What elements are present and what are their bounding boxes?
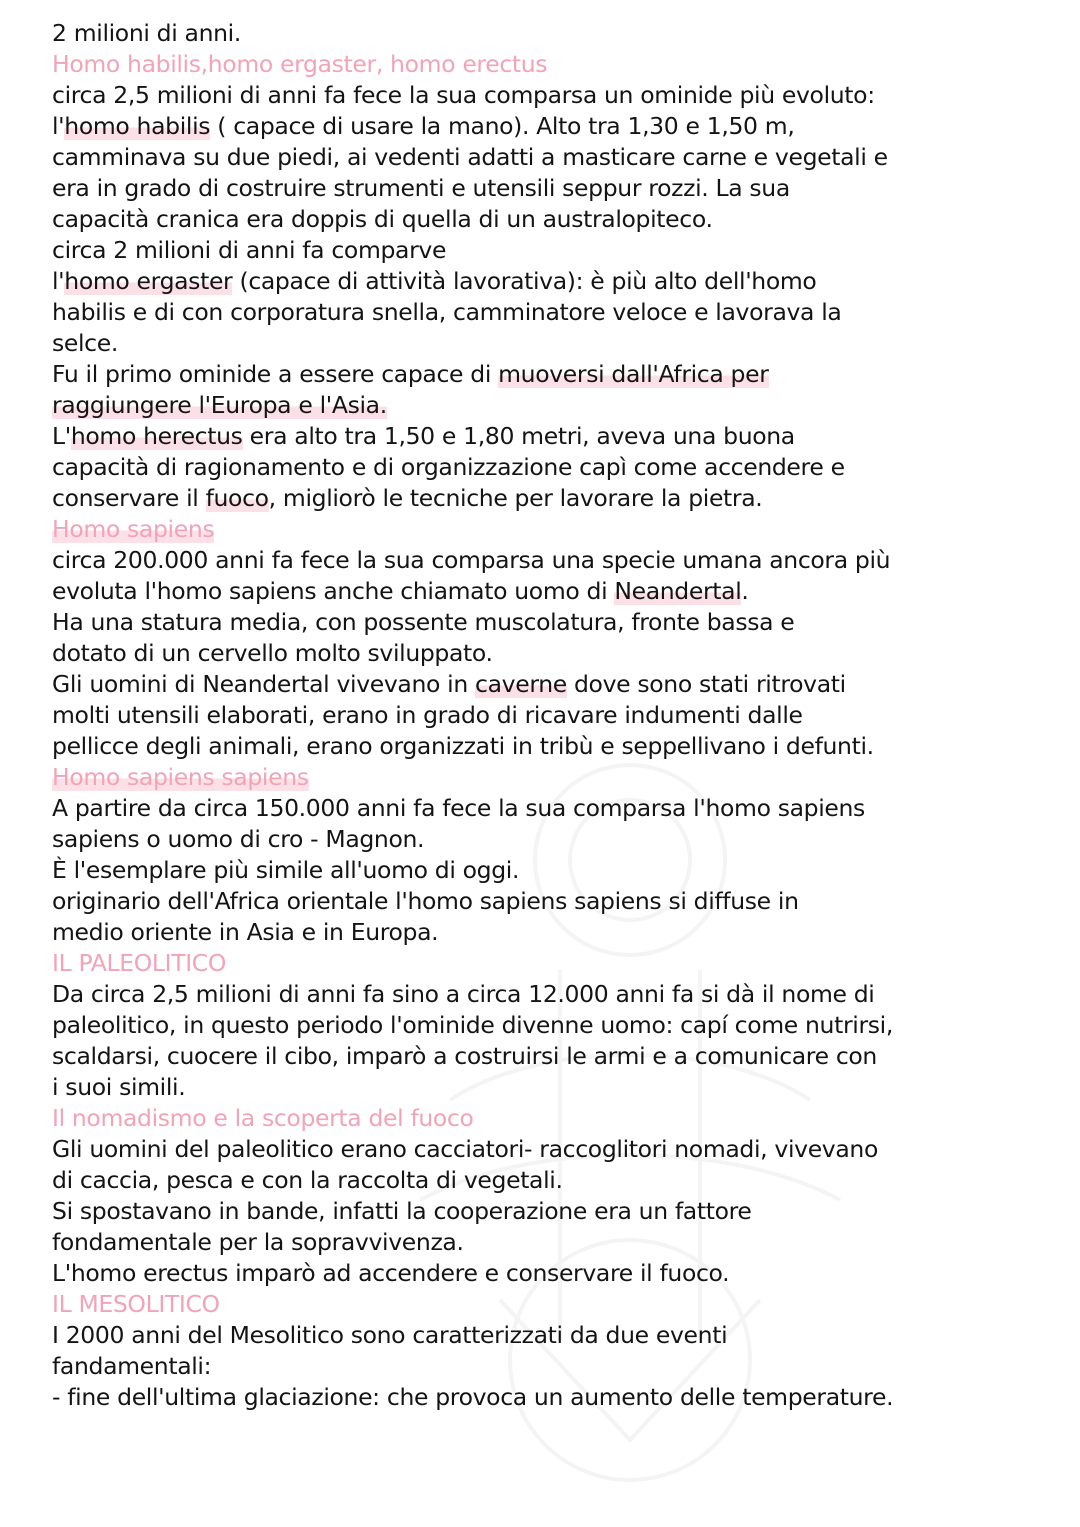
text-line: di caccia, pesca e con la raccolta di vegetali. — [52, 1166, 563, 1194]
text-line: Da circa 2,5 milioni di anni fa sino a circa 12.000 anni fa si dà il nome di — [52, 980, 875, 1008]
text-line: originario dell'Africa orientale l'homo sapiens sapiens si diffuse in — [52, 887, 799, 915]
section-heading-nomadismo: Il nomadismo e la scoperta del fuoco — [52, 1104, 474, 1132]
text-line: scaldarsi, cuocere il cibo, imparò a costruirsi le armi e a comunicare con — [52, 1042, 877, 1070]
text-line: fondamentale per la sopravvivenza. — [52, 1228, 464, 1256]
text-line: fandamentali: — [52, 1352, 212, 1380]
highlighted-term: muoversi dall'Africa per — [498, 360, 769, 388]
text-line: circa 2,5 milioni di anni fa fece la sua comparsa un ominide più evoluto: — [52, 81, 875, 109]
text-line: sapiens o uomo di cro - Magnon. — [52, 825, 425, 853]
text-line: medio oriente in Asia e in Europa. — [52, 918, 439, 946]
highlighted-term: homo habilis — [64, 112, 211, 140]
text-line: Fu il primo ominide a essere capace di muoversi dall'Africa per — [52, 360, 769, 388]
section-heading-homo-sapiens-sapiens: Homo sapiens sapiens — [52, 763, 309, 791]
text-line: evoluta l'homo sapiens anche chiamato uomo di Neandertal. — [52, 577, 749, 605]
text-line: Gli uomini del paleolitico erano cacciatori- raccoglitori nomadi, vivevano — [52, 1135, 878, 1163]
text-line: L'homo erectus imparò ad accendere e conservare il fuoco. — [52, 1259, 730, 1287]
text-line: selce. — [52, 329, 118, 357]
text-line: habilis e di con corporatura snella, camminatore veloce e lavorava la — [52, 298, 842, 326]
text-line: pellicce degli animali, erano organizzati in tribù e seppellivano i defunti. — [52, 732, 874, 760]
highlighted-term: raggiungere l'Europa e l'Asia. — [52, 391, 387, 419]
highlighted-term: fuoco — [205, 484, 269, 512]
text-line: A partire da circa 150.000 anni fa fece la sua comparsa l'homo sapiens — [52, 794, 865, 822]
text-line: Gli uomini di Neandertal vivevano in caverne dove sono stati ritrovati — [52, 670, 846, 698]
text-line: camminava su due piedi, ai vedenti adatti a masticare carne e vegetali e — [52, 143, 888, 171]
section-heading-homo-sapiens: Homo sapiens — [52, 515, 215, 543]
highlighted-term: Neandertal — [614, 577, 742, 605]
text-line: L'homo herectus era alto tra 1,50 e 1,80 metri, aveva una buona — [52, 422, 795, 450]
text-line: i suoi simili. — [52, 1073, 186, 1101]
text-line: circa 2 milioni di anni fa comparve — [52, 236, 447, 264]
section-heading-paleolitico: IL PALEOLITICO — [52, 949, 226, 977]
text-line: È l'esemplare più simile all'uomo di oggi. — [52, 856, 520, 884]
text-line: era in grado di costruire strumenti e utensili seppur rozzi. La sua — [52, 174, 790, 202]
text-line: I 2000 anni del Mesolitico sono caratterizzati da due eventi — [52, 1321, 728, 1349]
text-line: l'homo ergaster (capace di attività lavorativa): è più alto dell'homo — [52, 267, 817, 295]
text-line: Si spostavano in bande, infatti la cooperazione era un fattore — [52, 1197, 752, 1225]
text-line: conservare il fuoco, migliorò le tecniche per lavorare la pietra. — [52, 484, 763, 512]
text-line — [52, 390, 1052, 421]
highlighted-term: homo ergaster — [64, 267, 233, 295]
notes-page — [52, 18, 1052, 1413]
text-line: circa 200.000 anni fa fece la sua comparsa una specie umana ancora più — [52, 546, 891, 574]
section-heading-mesolitico: IL MESOLITICO — [52, 1290, 220, 1318]
text-line: - fine dell'ultima glaciazione: che provoca un aumento delle temperature. — [52, 1383, 894, 1411]
text-line: molti utensili elaborati, erano in grado di ricavare indumenti dalle — [52, 701, 803, 729]
text-line: paleolitico, in questo periodo l'ominide divenne uomo: capí come nutrirsi, — [52, 1011, 893, 1039]
text-line: dotato di un cervello molto sviluppato. — [52, 639, 493, 667]
highlighted-term: caverne — [475, 670, 567, 698]
text-line: 2 milioni di anni. — [52, 19, 241, 47]
text-line: Ha una statura media, con possente muscolatura, fronte bassa e — [52, 608, 795, 636]
text-line: l'homo habilis ( capace di usare la mano). Alto tra 1,30 e 1,50 m, — [52, 112, 795, 140]
text-line: capacità di ragionamento e di organizzazione capì come accendere e — [52, 453, 845, 481]
text-line: capacità cranica era doppis di quella di un australopiteco. — [52, 205, 713, 233]
section-heading-homo-habilis-ergaster-erectus: Homo habilis,homo ergaster, homo erectus — [52, 50, 548, 78]
highlighted-term: homo herectus — [70, 422, 243, 450]
